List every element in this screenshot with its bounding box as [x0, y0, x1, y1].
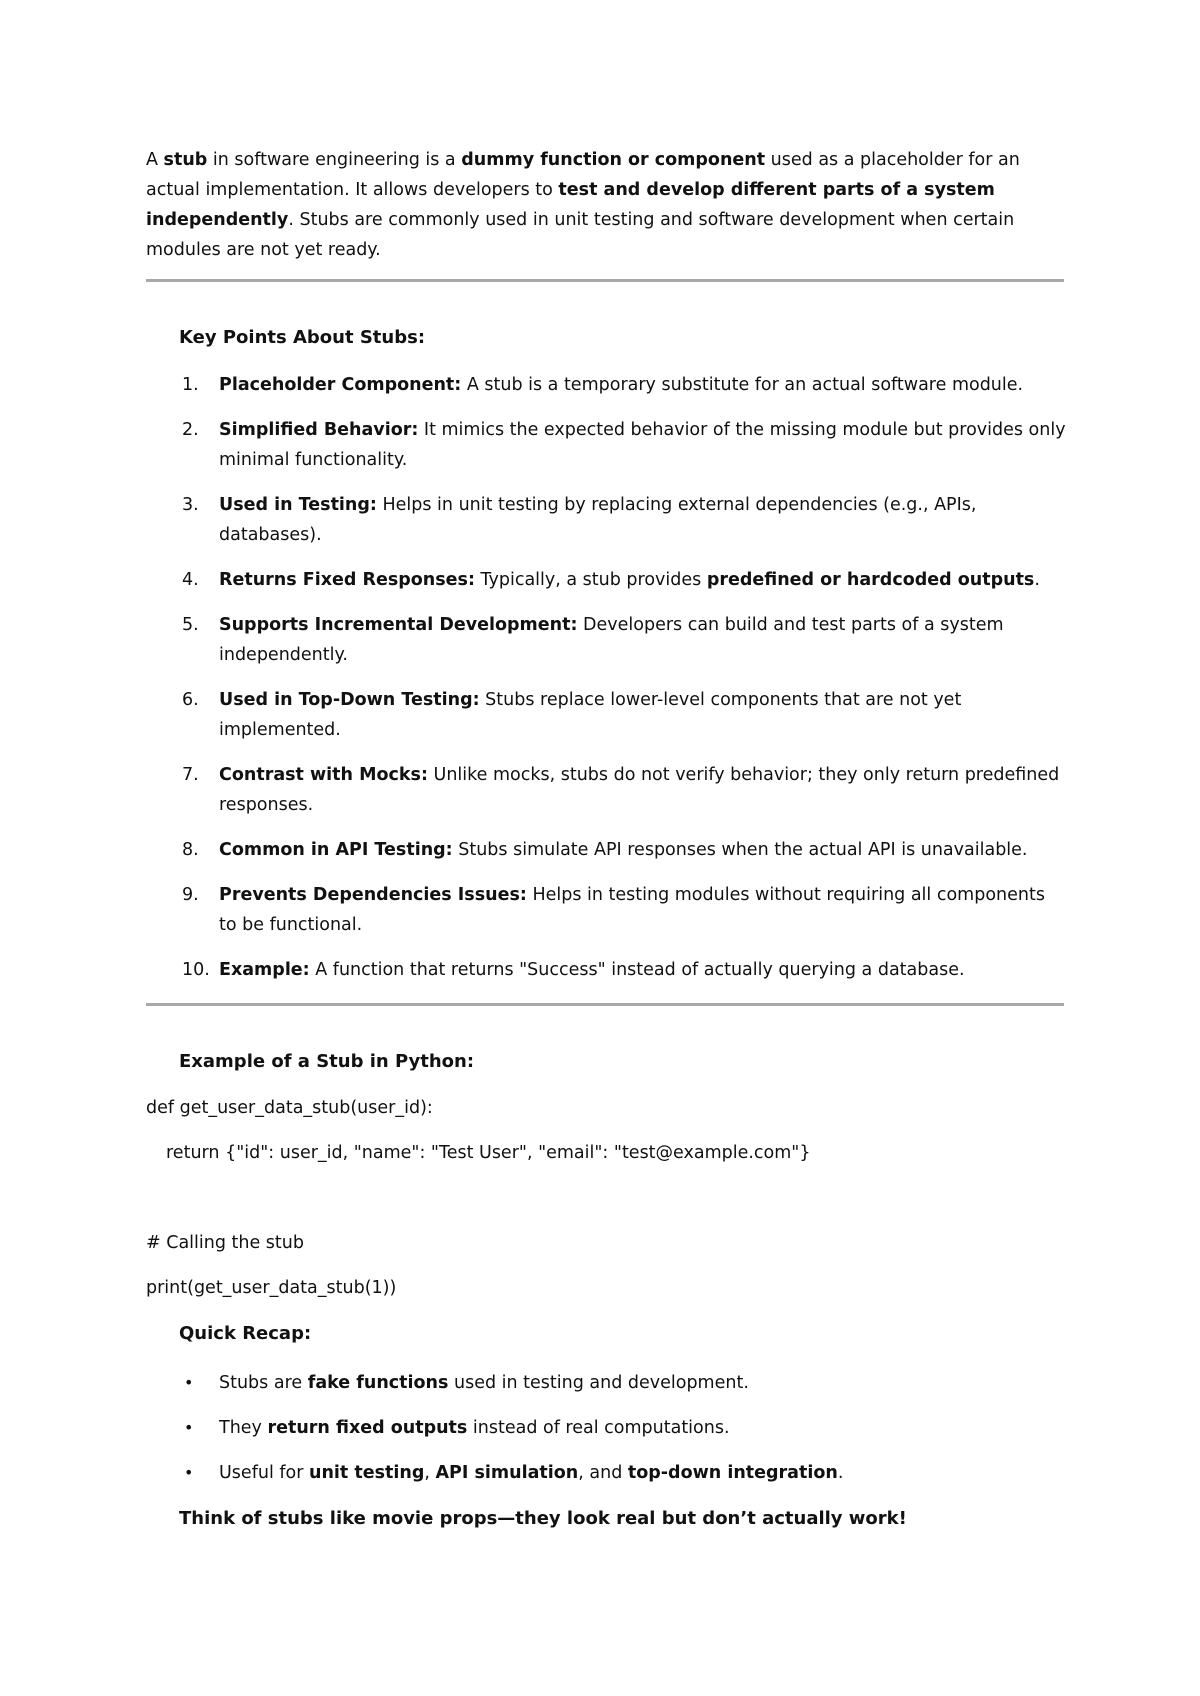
list-item — [146, 1368, 1066, 1398]
item-text: A stub is a temporary substitute for an actual software module. — [461, 375, 1024, 395]
intro-text: used as a placeholder for an actual implementation. It allows developers to — [146, 150, 1020, 200]
item-title: Contrast with Mocks: — [219, 765, 428, 785]
item-bold-text: API simulation — [435, 1463, 579, 1483]
item-text: , — [424, 1463, 436, 1483]
item-text: Stubs are — [219, 1373, 308, 1393]
item-bold-text: predefined or hardcoded outputs — [706, 570, 1035, 590]
intro-text: in software engineering is a — [207, 150, 462, 170]
item-text: Stubs simulate API responses when the actual API is unavailable. — [452, 840, 1028, 860]
list-item — [146, 760, 1066, 820]
item-bold-text: unit testing — [309, 1463, 425, 1483]
item-text: Helps in unit testing by replacing external dependencies (e.g., APIs, databases). — [219, 495, 977, 545]
list-item — [146, 955, 1066, 985]
item-title: Returns Fixed Responses: — [219, 570, 475, 590]
item-title: Simplified Behavior: — [219, 420, 419, 440]
list-item — [146, 1413, 1066, 1443]
list-number: 6. — [182, 690, 199, 710]
item-text: They — [219, 1418, 268, 1438]
list-number: 4. — [182, 570, 199, 590]
list-item — [146, 565, 1066, 595]
item-text: Unlike mocks, stubs do not verify behavior; they only return predefined responses. — [219, 765, 1060, 815]
intro-text: A — [146, 150, 164, 170]
item-text: It mimics the expected behavior of the missing module but provides only minimal functionality. — [219, 420, 1066, 470]
horizontal-rule — [146, 1003, 1064, 1006]
list-item — [146, 1458, 1066, 1488]
item-text: Typically, a stub provides — [474, 570, 707, 590]
intro-bold: stub — [163, 150, 208, 170]
intro-text: . — [288, 210, 294, 230]
list-number: 1. — [182, 375, 199, 395]
closing-statement: Think of stubs like movie props—they look real but don’t actually work! — [179, 1508, 907, 1529]
list-item — [146, 880, 1066, 940]
list-number: 7. — [182, 765, 199, 785]
item-text: instead of real computations. — [467, 1418, 730, 1438]
item-text: Developers can build and test parts of a system independently. — [219, 615, 1004, 665]
intro-paragraph — [146, 145, 1066, 265]
bullet: • — [184, 1418, 194, 1437]
code-line: print(get_user_data_stub(1)) — [146, 1278, 397, 1298]
item-text: . — [837, 1463, 844, 1483]
list-item — [146, 610, 1066, 670]
list-item — [146, 685, 1066, 745]
recap-list — [146, 1368, 1066, 1503]
code-line: def get_user_data_stub(user_id): — [146, 1098, 433, 1118]
list-item — [146, 835, 1066, 865]
item-text: Useful for — [219, 1463, 309, 1483]
item-bold-text: return fixed outputs — [267, 1418, 468, 1438]
key-points-list — [146, 370, 1066, 1000]
item-text: A function that returns "Success" instead of actually querying a database. — [309, 960, 965, 980]
key-points-heading: Key Points About Stubs: — [179, 327, 426, 348]
item-title: Placeholder Component: — [219, 375, 462, 395]
list-number: 10. — [182, 960, 210, 980]
recap-heading: Quick Recap: — [179, 1323, 312, 1344]
intro-bold: test and develop different parts of a system independently — [146, 180, 995, 230]
list-number: 2. — [182, 420, 199, 440]
item-title: Common in API Testing: — [219, 840, 453, 860]
item-text: Helps in testing modules without requiring all components to be functional. — [219, 885, 1045, 935]
item-bold-text: fake functions — [307, 1373, 449, 1393]
list-item — [146, 490, 1066, 550]
item-text: used in testing and development. — [448, 1373, 749, 1393]
item-title: Supports Incremental Development: — [219, 615, 578, 635]
item-text: Stubs replace lower-level components that are not yet implemented. — [219, 690, 962, 740]
item-title: Prevents Dependencies Issues: — [219, 885, 527, 905]
list-item — [146, 415, 1066, 475]
intro-text: Stubs are commonly used in unit testing and software development when certain modules are not yet ready. — [146, 210, 1015, 260]
list-number: 8. — [182, 840, 199, 860]
code-comment: # Calling the stub — [146, 1233, 304, 1253]
item-title: Used in Testing: — [219, 495, 377, 515]
example-heading: Example of a Stub in Python: — [179, 1051, 475, 1072]
item-text: , and — [578, 1463, 628, 1483]
intro-bold: dummy function or component — [461, 150, 766, 170]
list-item — [146, 370, 1066, 400]
bullet: • — [184, 1373, 194, 1392]
list-number: 3. — [182, 495, 199, 515]
item-title: Example: — [219, 960, 310, 980]
list-number: 9. — [182, 885, 199, 905]
bullet: • — [184, 1463, 194, 1482]
item-bold-text: top-down integration — [627, 1463, 838, 1483]
list-number: 5. — [182, 615, 199, 635]
code-line: return {"id": user_id, "name": "Test User", "email": "test@example.com"} — [166, 1143, 811, 1163]
horizontal-rule — [146, 279, 1064, 282]
item-text: . — [1034, 570, 1040, 590]
item-title: Used in Top-Down Testing: — [219, 690, 480, 710]
